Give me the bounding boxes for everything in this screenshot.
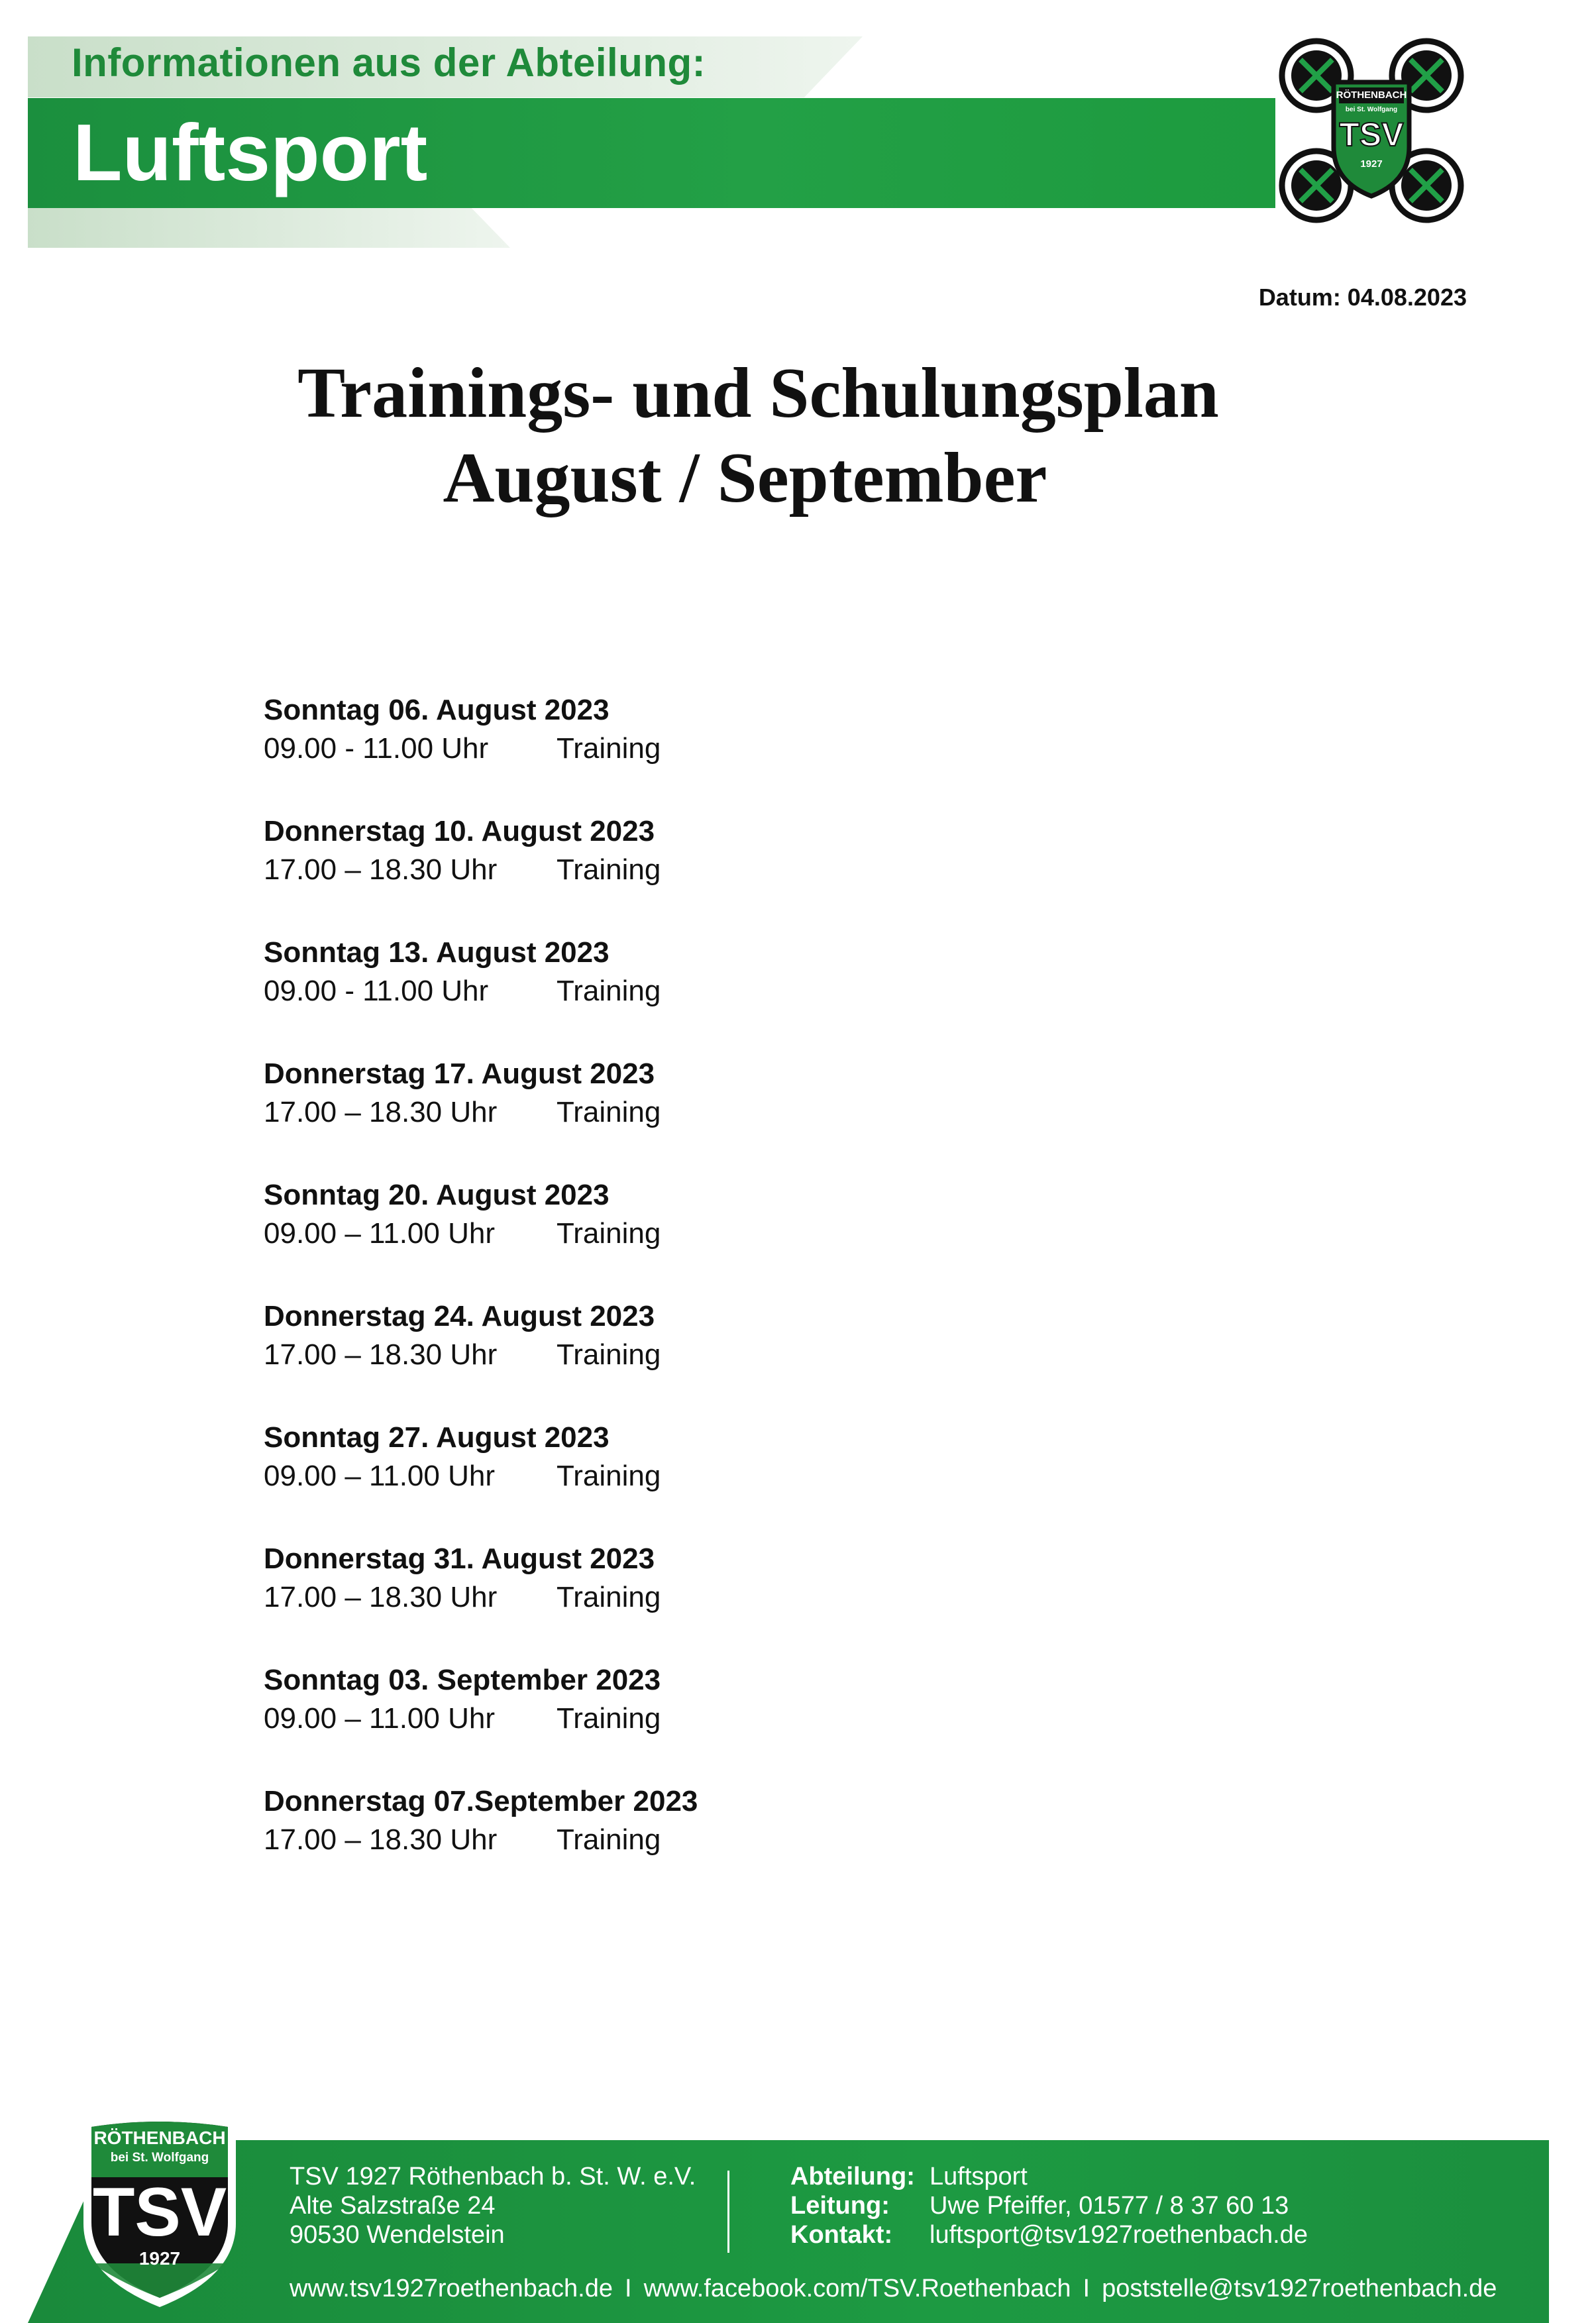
document-title-line1: Trainings- und Schulungsplan — [297, 354, 1219, 433]
footer-info-value: Luftsport — [930, 2163, 1028, 2190]
schedule-entry — [264, 812, 1191, 934]
footer-info-label: Kontakt: — [790, 2221, 893, 2249]
schedule-time: 09.00 - 11.00 Uhr — [264, 732, 489, 765]
schedule-entry — [264, 1297, 1191, 1419]
schedule-date: Donnerstag 10. August 2023 — [264, 815, 655, 847]
footer-divider — [727, 2171, 729, 2253]
schedule-date: Donnerstag 31. August 2023 — [264, 1542, 655, 1575]
schedule-type: Training — [557, 1338, 661, 1371]
schedule-date: Sonntag 06. August 2023 — [264, 694, 610, 726]
schedule-time: 09.00 – 11.00 Uhr — [264, 1702, 495, 1735]
logo-abbr: TSV — [1339, 116, 1404, 153]
document-title — [0, 351, 1596, 521]
schedule-date: Donnerstag 07.September 2023 — [264, 1785, 698, 1817]
schedule-entry — [264, 934, 1191, 1055]
header-subtitle: Informationen aus der Abteilung: — [72, 40, 706, 85]
schedule-entry — [264, 1176, 1191, 1297]
schedule-type: Training — [557, 975, 661, 1007]
schedule-time: 17.00 – 18.30 Uhr — [264, 853, 498, 886]
document-date: Datum: 04.08.2023 — [1258, 284, 1467, 311]
footer-link-separator: I — [1083, 2275, 1091, 2302]
schedule-date: Donnerstag 24. August 2023 — [264, 1300, 655, 1332]
club-shield-logo — [78, 2111, 241, 2310]
schedule-type: Training — [557, 1096, 661, 1128]
footer-email-link[interactable]: luftsport@tsv1927roethenbach.de — [930, 2221, 1308, 2249]
footer-link-separator: I — [625, 2275, 632, 2302]
footer-info-label: Abteilung: — [790, 2163, 915, 2190]
schedule-date: Sonntag 03. September 2023 — [264, 1664, 661, 1696]
schedule-time: 09.00 – 11.00 Uhr — [264, 1460, 495, 1492]
schedule-entry — [264, 1419, 1191, 1540]
schedule-entry — [264, 1055, 1191, 1176]
schedule-type: Training — [557, 1823, 661, 1856]
schedule-date: Sonntag 13. August 2023 — [264, 936, 610, 969]
footer-address-line: TSV 1927 Röthenbach b. St. W. e.V. — [290, 2163, 696, 2190]
logo-club-sub: bei St. Wolfgang — [1345, 106, 1398, 113]
schedule-date: Sonntag 27. August 2023 — [264, 1421, 610, 1454]
logo-club-top: RÖTHENBACH — [1336, 89, 1407, 101]
schedule-list — [264, 691, 1191, 1904]
schedule-date: Donnerstag 17. August 2023 — [264, 1057, 655, 1090]
footer-email-link[interactable]: poststelle@tsv1927roethenbach.de — [1102, 2275, 1497, 2302]
schedule-time: 09.00 – 11.00 Uhr — [264, 1217, 495, 1250]
schedule-type: Training — [557, 853, 661, 886]
footer-links — [290, 2274, 1497, 2303]
footer-address-line: Alte Salzstraße 24 — [290, 2192, 496, 2220]
header-bottom-band — [28, 208, 510, 248]
footer-info-value: Uwe Pfeiffer, 01577 / 8 37 60 13 — [930, 2192, 1289, 2220]
drone-logo — [1275, 34, 1467, 227]
schedule-type: Training — [557, 1581, 661, 1613]
schedule-type: Training — [557, 1460, 661, 1492]
schedule-type: Training — [557, 732, 661, 765]
shield-year: 1927 — [138, 2248, 181, 2269]
schedule-date: Sonntag 20. August 2023 — [264, 1179, 610, 1211]
schedule-entry — [264, 1540, 1191, 1661]
schedule-type: Training — [557, 1217, 661, 1250]
footer-info-label: Leitung: — [790, 2192, 890, 2220]
shield-abbr: TSV — [92, 2174, 227, 2251]
document-title-line2: August / September — [443, 439, 1047, 517]
footer-address-line: 90530 Wendelstein — [290, 2221, 505, 2249]
schedule-time: 17.00 – 18.30 Uhr — [264, 1823, 498, 1856]
schedule-time: 17.00 – 18.30 Uhr — [264, 1338, 498, 1371]
schedule-time: 17.00 – 18.30 Uhr — [264, 1581, 498, 1613]
schedule-entry — [264, 691, 1191, 812]
header-title: Luftsport — [73, 107, 428, 197]
schedule-entry — [264, 1782, 1191, 1904]
schedule-time: 17.00 – 18.30 Uhr — [264, 1096, 498, 1128]
schedule-time: 09.00 - 11.00 Uhr — [264, 975, 489, 1007]
shield-club-top: RÖTHENBACH — [93, 2128, 226, 2148]
logo-year: 1927 — [1360, 158, 1383, 170]
shield-club-sub: bei St. Wolfgang — [110, 2151, 209, 2165]
footer-facebook-link[interactable]: www.facebook.com/TSV.Roethenbach — [643, 2275, 1071, 2302]
footer-address — [290, 2162, 696, 2249]
footer-info — [790, 2162, 1308, 2249]
schedule-type: Training — [557, 1702, 661, 1735]
footer-website-link[interactable]: www.tsv1927roethenbach.de — [290, 2275, 613, 2302]
schedule-entry — [264, 1661, 1191, 1782]
